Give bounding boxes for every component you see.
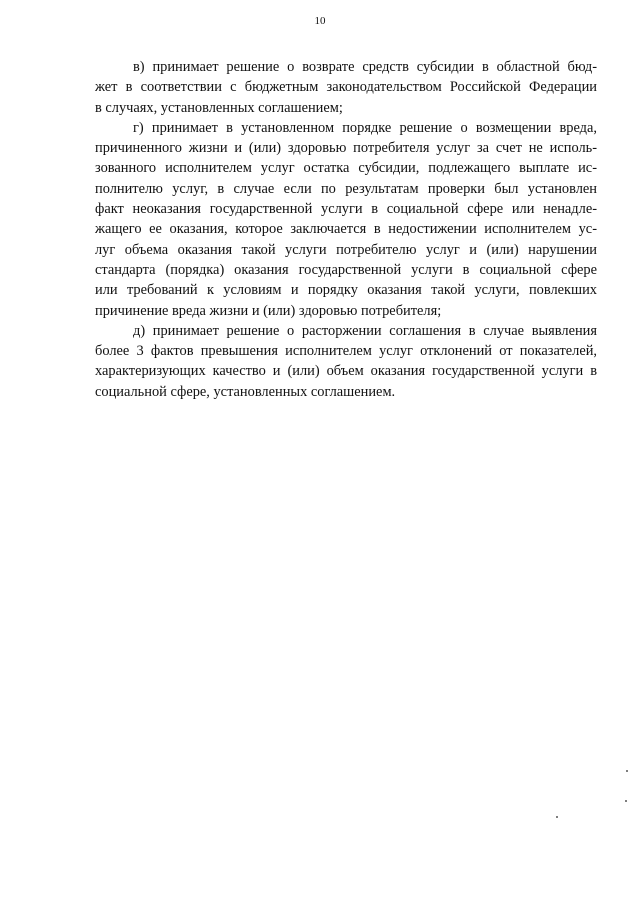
scan-speck bbox=[556, 816, 558, 818]
scan-speck bbox=[625, 800, 627, 802]
text-line: характеризующих качество и (или) объем оказания государственной услуги в bbox=[95, 363, 597, 380]
paragraph-d bbox=[95, 321, 597, 402]
page-number: 10 bbox=[314, 15, 326, 27]
text-line: факт неоказания государственной услуги в социальной сфере или ненадле- bbox=[95, 201, 597, 218]
text-line: в случаях, установленных соглашением; bbox=[95, 99, 343, 116]
text-line: более 3 фактов превышения исполнителем услуг отклонений от показателей, bbox=[95, 343, 597, 360]
document-body bbox=[95, 57, 597, 402]
paragraph-v bbox=[95, 57, 597, 118]
text-line: стандарта (порядка) оказания государственной услуги в социальной сфере bbox=[95, 261, 597, 278]
text-line: г) принимает в установленном порядке решение о возмещении вреда, bbox=[133, 119, 597, 136]
text-line: социальной сфере, установленных соглашением. bbox=[95, 383, 396, 400]
text-line: жащего ее оказания, которое заключается в недостижении исполнителем ус- bbox=[95, 221, 597, 238]
text-line: луг объема оказания такой услуги потребителю услуг и (или) нарушении bbox=[95, 241, 597, 258]
text-line: зованного исполнителем услуг остатка субсидии, подлежащего выплате ис- bbox=[95, 160, 597, 177]
text-line: д) принимает решение о расторжении соглашения в случае выявления bbox=[133, 322, 597, 339]
text-line: причиненного жизни и (или) здоровью потребителя услуг за счет не исполь- bbox=[95, 140, 597, 157]
text-line: или требований к условиям и порядку оказания такой услуги, повлекших bbox=[95, 282, 597, 299]
scan-speck bbox=[626, 770, 628, 772]
text-line: в) принимает решение о возврате средств субсидии в областной бюд- bbox=[133, 59, 597, 75]
paragraph-g bbox=[95, 118, 597, 321]
text-line: причинение вреда жизни и (или) здоровью потребителя; bbox=[95, 302, 442, 319]
text-line: жет в соответствии с бюджетным законодательством Российской Федерации bbox=[95, 79, 597, 96]
text-line: полнителю услуг, в случае если по результатам проверки был установлен bbox=[95, 180, 597, 197]
